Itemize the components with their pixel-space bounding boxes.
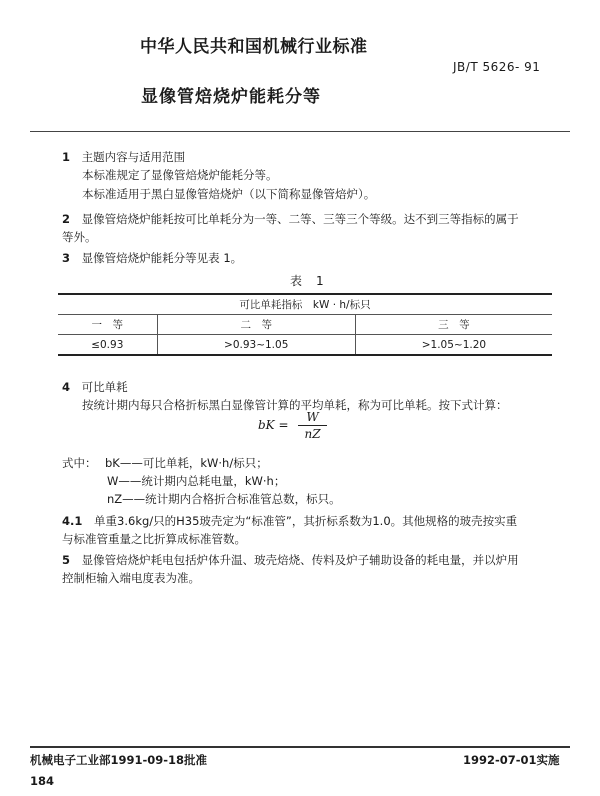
section-number: 4.1 [62,514,83,528]
where-label: 式中： [62,456,97,470]
paragraph: 显像管焙烧炉能耗分等见表 1。 [81,251,243,265]
paragraph: 本标准适用于黑白显像管焙烧炉（以下简称显像管焙炉）。 [82,187,376,201]
section-4-1-paragraph [62,513,517,529]
definition-nz: nZ——统计期内合格折合标准管总数，标只。 [107,492,341,506]
formula-lhs: bK = [258,418,289,432]
definition-w: W——统计期内总耗电量，kW·h； [107,474,286,488]
paragraph: 本标准规定了显像管焙烧炉能耗分等。 [82,168,278,182]
paragraph: 单重3.6kg/只的H35玻壳定为“标准管”，其折标系数为1.0。其他规格的玻壳按实重 [94,514,518,528]
section-4-heading [62,379,128,395]
paragraph-continuation: 等外。 [62,230,97,244]
section-number: 4 [62,380,71,394]
section-title: 主题内容与适用范围 [81,150,186,164]
section-1-heading [62,149,185,165]
paragraph: 显像管焙烧炉耗电包括炉体升温、玻壳焙烧、传料及炉子辅助设备的耗电量，并以炉用 [81,553,519,567]
footer-divider [30,746,570,748]
section-title: 可比单耗 [81,380,128,394]
paragraph: 显像管焙烧炉能耗按可比单耗分为一等、二等、三等三个等级。达不到三等指标的属于 [81,212,519,226]
formula-denominator: nZ [304,427,321,441]
grade-2-label: 二 等 [157,315,355,335]
definition-bk: bK——可比单耗，kW·h/标只； [105,456,268,470]
formula-numerator: W [298,410,326,426]
document-title: 显像管焙烧炉能耗分等 [141,87,321,107]
header-divider [30,131,570,132]
grade-3-value: >1.05~1.20 [355,335,552,356]
grade-1-label: 一 等 [58,315,157,335]
section-number: 3 [62,251,71,265]
formula-fraction [298,410,326,441]
section-number: 1 [62,150,71,164]
section-3-paragraph [62,250,242,266]
paragraph-continuation: 与标准管重量之比折算成标准管数。 [62,532,246,546]
grade-2-value: >0.93~1.05 [157,335,355,356]
approval-date: 机械电子工业部1991-09-18批准 [30,753,208,767]
table-header: 可比单耗指标 kW · h/标只 [58,294,552,315]
section-number: 5 [62,553,71,567]
energy-grade-table [58,293,552,356]
page-number: 184 [30,774,55,788]
grade-3-label: 三 等 [355,315,552,335]
standard-number: JB/T 5626- 91 [453,60,541,74]
formula [258,410,327,441]
section-5-paragraph [62,552,519,568]
paragraph-continuation: 控制柜输入端电度表为准。 [62,571,200,585]
section-2-paragraph [62,211,519,227]
effective-date: 1992-07-01实施 [463,753,560,767]
paragraph: 按统计期内每只合格折标黑白显像管计算的平均单耗，称为可比单耗。按下式计算： [82,398,508,412]
standard-category-title: 中华人民共和国机械行业标准 [140,37,368,57]
section-number: 2 [62,212,71,226]
table-caption: 表 1 [290,274,325,288]
grade-1-value: ≤0.93 [58,335,157,356]
